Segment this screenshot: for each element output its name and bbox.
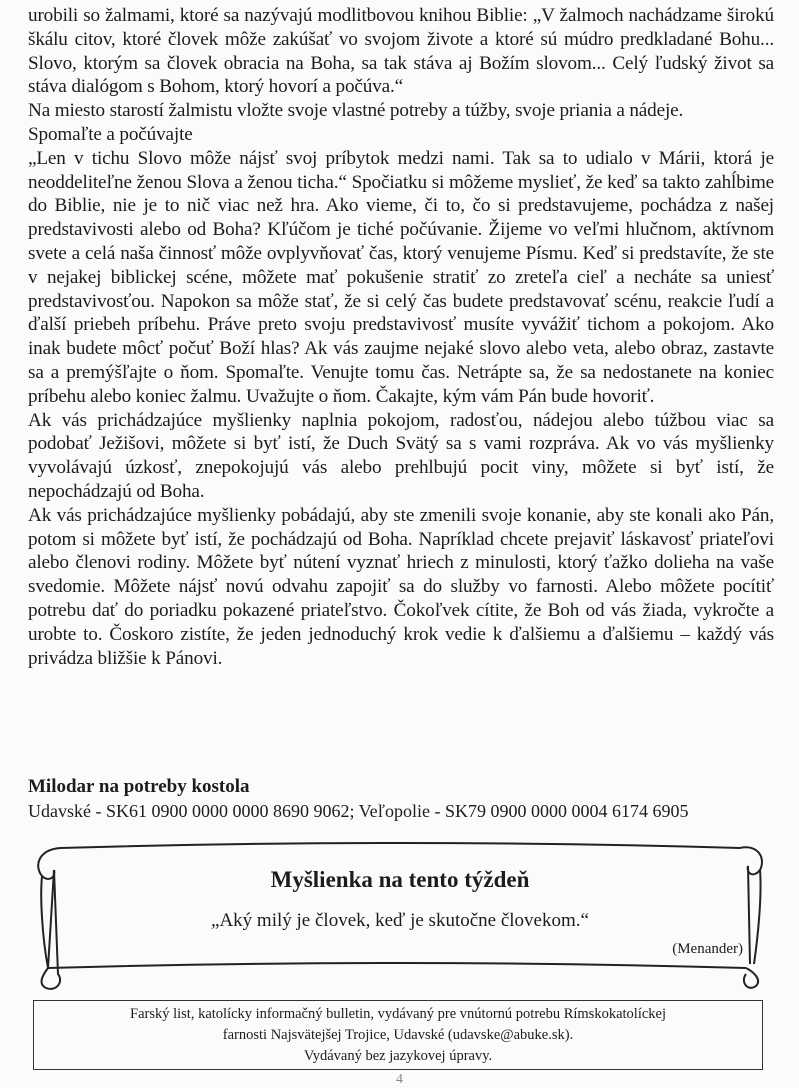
section-heading-slow-down: Spomaľte a počúvajte: [28, 123, 193, 145]
footer-line-2: farnosti Najsvätejšej Trojice, Udavské (udavske@abuke.sk).: [222, 1027, 574, 1043]
paragraph-action: Ak vás prichádzajúce myšlienky pobádajú, aby ste zmenili svoje konanie, aby ste konali ako Pán, potom si môžete byť istí, že pochádzajú od Boha. Napríklad chcete prejaviť láskavosť priateľovi alebo členovi rodiny. Môžete byť nútení vyznať hriech z minulosti, ktorý ťažko dolieha na vaše svedomie. Môžete nájsť novú odvahu zapojiť sa do služby vo farnosti. Alebo môžete pocítiť potrebu dať do poriadku pokazené priateľstvo. Čokoľvek cítite, že Boh od vás žiada, vykročte a urobte to. Čoskoro zistíte, že jeden jednoduchý krok vedie k ďalšiemu a ďalšiemu – každý vás privádza bližšie k Pánovi.: [28, 504, 774, 669]
paragraph-peace: Ak vás prichádzajúce myšlienky naplnia pokojom, radosťou, nádejou alebo túžbou viac sa podobať Ježišovi, môžete si byť istí, že Duch Svätý sa s vami rozpráva. Ak vo vás myšlienky vyvolávajú úzkosť, znepokojujú vás alebo prehlbujú pocit viny, môžete si byť istí, že nepochádzajú od Boha.: [28, 409, 774, 502]
donation-section: [28, 774, 774, 824]
paragraph-psalmist: Na miesto starostí žalmistu vložte svoje vlastné potreby a túžby, svoje priania a nádeje.: [28, 100, 684, 122]
donation-title: Milodar na potreby kostola: [28, 776, 250, 797]
footer-box: [33, 1000, 763, 1070]
footer-line-3: Vydávaný bez jazykovej úpravy.: [303, 1048, 493, 1064]
thought-author: (Menander): [672, 941, 743, 957]
paragraph-psalms-quote: urobili so žalmami, ktoré sa nazývajú modlitbovou knihou Biblie: „V žalmoch nachádzame širokú škálu citov, ktoré človek môže zakúšať vo svojom živote a ktoré sú múdro predkladané Bohu... Slovo, ktorým sa človek obracia na Boha, sa tak stáva aj Božím slovom... Celý ľudský život sa stáva dialógom s Bohom, ktorý hovorí a počúva.“: [28, 5, 774, 98]
page-number: 4: [396, 1072, 403, 1087]
footer-line-1: Farský list, katolícky informačný bulletin, vydávaný pre vnútornú potrebu Rímskokatolíckej: [130, 1006, 666, 1022]
thought-quote: „Aký milý je človek, keď je skutočne človekom.“: [211, 910, 589, 931]
donation-accounts: Udavské - SK61 0900 0000 0000 8690 9062; Veľopolie - SK79 0900 0000 0004 6174 6905: [28, 801, 689, 821]
thought-title: Myšlienka na tento týždeň: [270, 867, 530, 892]
article-body: [28, 4, 774, 670]
paragraph-silence: „Len v tichu Slovo môže nájsť svoj príbytok medzi nami. Tak sa to udialo v Márii, ktorá je neoddeliteľne ženou Slova a ženou ticha.“ Spočiatku si môžeme myslieť, že keď sa takto zahĺbime do Biblie, nie je to nič viac než hra. Ako vieme, či to, čo si predstavujeme, pochádza z našej predstavivosti alebo od Boha? Kľúčom je tiché počúvanie. Žijeme vo veľmi hlučnom, aktívnom svete a celá naša činnosť môže ovplyvňovať čas, ktorý venujeme Písmu. Keď si predstavíte, že ste v nejakej biblickej scéne, môžete mať pokušenie stratiť zo zreteľa cieľ a necháte sa uniesť predstavivosťou. Napokon sa môže stať, že si celý čas budete predstavovať scénu, reakcie ľudí a ďalší priebeh príbehu. Práve preto svoju predstavivosť musíte vyvážiť tichom a pokojom. Ako inak budete môcť počuť Boží hlas? Ak vás zaujme nejaké slovo alebo veta, alebo obraz, zastavte sa a premýšľajte o ňom. Spomaľte. Venujte tomu čas. Netrápte sa, že sa nedostanete na koniec príbehu alebo koniec žalmu. Uvažujte o ňom. Čakajte, kým vám Pán bude hovoriť.: [28, 147, 774, 407]
